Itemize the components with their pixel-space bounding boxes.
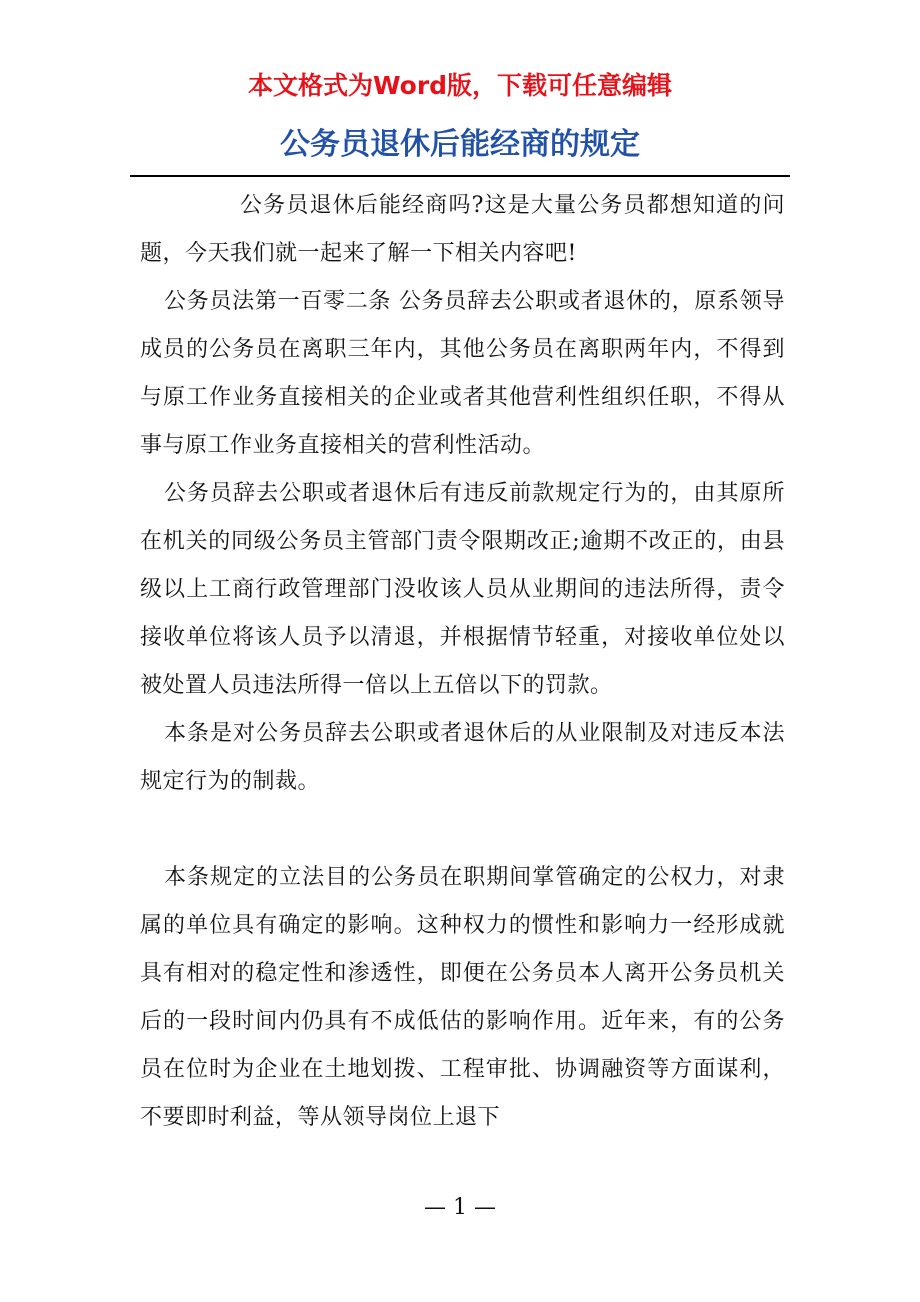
paragraph-purpose: 本条规定的立法目的公务员在职期间掌管确定的公权力，对隶属的单位具有确定的影响。这种权力的惯性和影响力一经形成就具有相对的稳定性和渗透性，即便在公务员本人离开公务员机关后的一段时间内仍具有不成低估的影响作用。近年来，有的公务员在位时为企业在土地划拨、工程审批、协调融资等方面谋利，不要即时利益，等从领导岗位上退下: [140, 865, 785, 1130]
paragraph-penalty: 公务员辞去公职或者退休后有违反前款规定行为的，由其原所在机关的同级公务员主管部门责令限期改正;逾期不改正的，由县级以上工商行政管理部门没收该人员从业期间的违法所得，责令接收单位将该人员予以清退，并根据情节轻重，对接收单位处以被处置人员违法所得一倍以上五倍以下的罚款。: [140, 481, 785, 698]
document-body: [140, 182, 785, 1142]
format-notice: 本文格式为Word版，下载可任意编辑: [247, 71, 673, 100]
paragraph-spacer: [140, 806, 785, 854]
paragraph-summary: 本条是对公务员辞去公职或者退休后的从业限制及对违反本法规定行为的制裁。: [140, 721, 785, 794]
paragraph-intro: 公务员退休后能经商吗?这是大量公务员都想知道的问题，今天我们就一起来了解一下相关内容吧!: [140, 193, 785, 266]
document-title: 公务员退休后能经商的规定: [280, 127, 640, 162]
title-divider: [130, 175, 790, 177]
page-number: — 1 —: [424, 1195, 496, 1220]
paragraph-article-102: 公务员法第一百零二条 公务员辞去公职或者退休的，原系领导成员的公务员在离职三年内，其他公务员在离职两年内，不得到与原工作业务直接相关的企业或者其他营利性组织任职，不得从事与原工作业务直接相关的营利性活动。: [140, 289, 785, 458]
